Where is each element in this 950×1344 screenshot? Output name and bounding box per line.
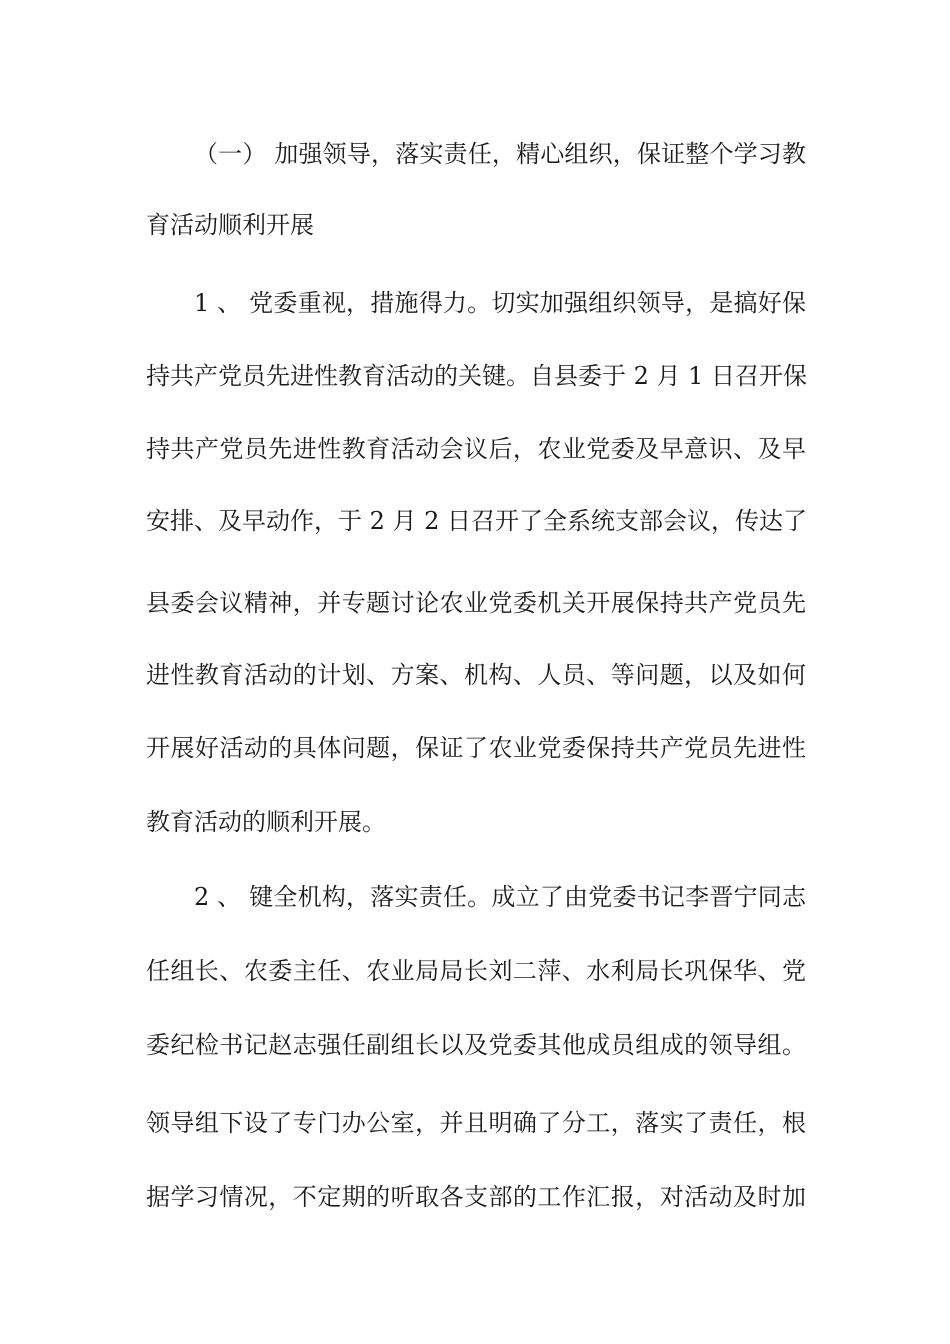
paragraph2-line-1: 2 、 键全机构，落实责任。成立了由党委书记李晋宁同志 [194,883,806,911]
paragraph1-line-5: 县委会议精神，并专题讨论农业党委机关开展保持共产党员先 [146,589,806,617]
paragraph2-line-3: 委纪检书记赵志强任副组长以及党委其他成员组成的领导组。 [146,1031,806,1059]
paragraph1-line-6: 进性教育活动的计划、方案、机构、人员、等问题，以及如何 [146,661,806,689]
paragraph1-line-2: 持共产党员先进性教育活动的关键。自县委于 2 月 1 日召开保 [146,362,808,390]
paragraph1-line-1: 1 、 党委重视，措施得力。切实加强组织领导，是搞好保 [194,289,806,317]
heading-line-1: （一） 加强领导，落实责任，精心组织，保证整个学习教 [194,140,806,168]
paragraph2-line-4: 领导组下设了专门办公室，并且明确了分工，落实了责任，根 [146,1109,806,1137]
paragraph1-line-8: 教育活动的顺利开展。 [146,808,386,836]
paragraph1-line-7: 开展好活动的具体问题，保证了农业党委保持共产党员先进性 [146,734,806,762]
heading-line-2: 育活动顺利开展 [146,211,314,239]
paragraph1-line-4: 安排、及早动作，于 2 月 2 日召开了全系统支部会议，传达了 [146,507,808,535]
paragraph2-line-2: 任组长、农委主任、农业局局长刘二萍、水利局长巩保华、党 [146,957,806,985]
paragraph1-line-3: 持共产党员先进性教育活动会议后，农业党委及早意识、及早 [146,435,806,463]
paragraph2-line-5: 据学习情况，不定期的听取各支部的工作汇报，对活动及时加 [146,1183,806,1211]
